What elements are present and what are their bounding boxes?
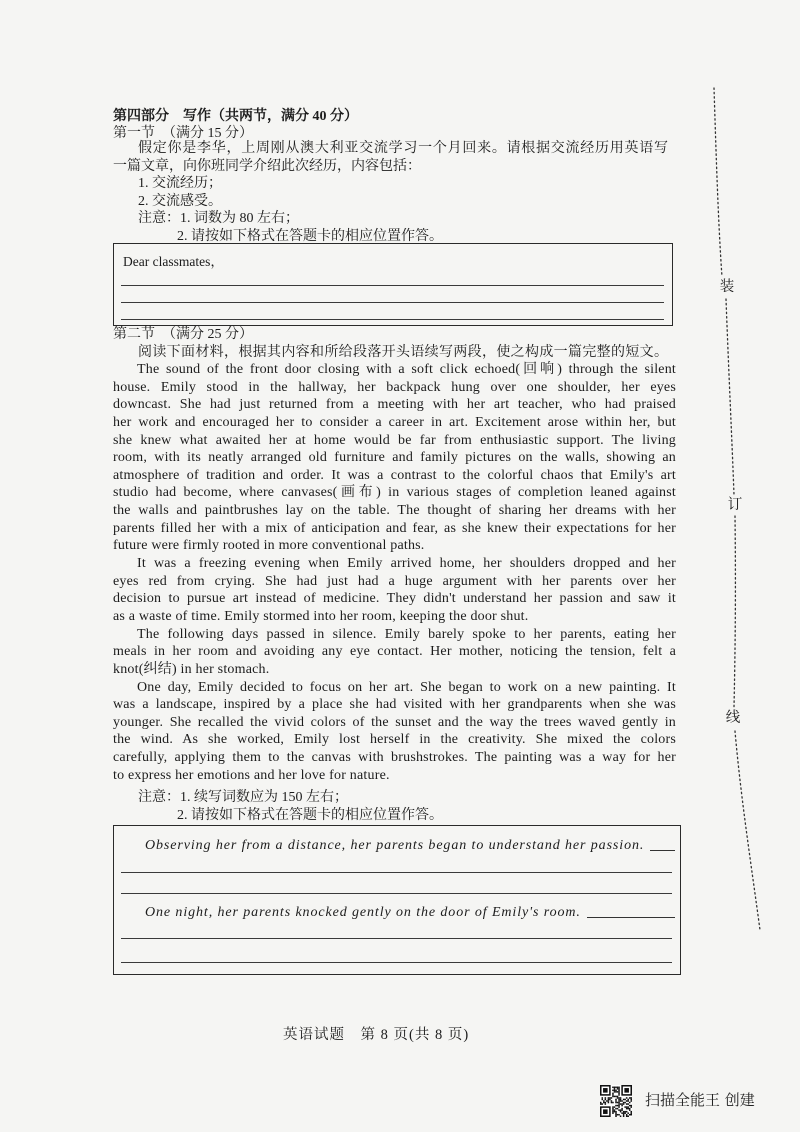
passage-line: the wind. As she worked, Emily lost herself in the creativity. She mixed the colors bbox=[113, 732, 676, 748]
passage-line: atmosphere of tradition and order. It was a contrast to the colorful chaos that Emily's art bbox=[113, 467, 676, 483]
binding-label-zhuang: 装 bbox=[719, 279, 735, 295]
section2-instruction: 阅读下面材料，根据其内容和所给段落开头语续写两段，使之构成一篇完整的短文。 bbox=[138, 344, 668, 360]
note-line: 注意：1. 词数为 80 左右； bbox=[138, 211, 299, 226]
note-line: 2. 请按如下格式在答题卡的相应位置作答。 bbox=[177, 807, 443, 823]
passage-line: meals in her room and avoiding any eye contact. Her mother, noticing the tension, felt a bbox=[113, 644, 676, 660]
passage-line: parents filled her with a mix of anticipation and fear, as she knew their expectations for her bbox=[113, 520, 676, 536]
passage-line: The following days passed in silence. Emily barely spoke to her parents, eating her bbox=[137, 626, 676, 642]
passage-line: younger. She recalled the vivid colors of the sunset and the way the trees waved gently in bbox=[113, 714, 676, 730]
binding-label-xian: 线 bbox=[725, 710, 741, 726]
note-line: 注意：1. 续写词数应为 150 左右； bbox=[138, 790, 348, 805]
passage-line: house. Emily stood in the hallway, her backpack hung over one shoulder, her eyes bbox=[113, 379, 676, 395]
passage-line: knot(纠结) in her stomach. bbox=[113, 661, 270, 677]
scanner-watermark: 扫描全能王 创建 bbox=[645, 1091, 755, 1109]
content-item: 2. 交流感受。 bbox=[138, 193, 222, 209]
letter-greeting: Dear classmates， bbox=[123, 254, 224, 269]
prompt-line: 一篇文章，向你班同学介绍此次经历，内容包括： bbox=[113, 158, 421, 174]
passage-line: as a waste of time. Emily stormed into her room, keeping the door shut. bbox=[113, 608, 529, 624]
passage-line: eyes red from crying. She had just had a huge argument with her parents over her bbox=[113, 573, 676, 589]
passage-line: decision to pursue art instead of medicine. They didn't understand her passion and saw it bbox=[113, 591, 676, 607]
note-line: 2. 请按如下格式在答题卡的相应位置作答。 bbox=[177, 228, 443, 244]
page-footer: 英语试题 第 8 页(共 8 页) bbox=[283, 1027, 470, 1043]
opening-sentence: One night, her parents knocked gently on the door of Emily's room. bbox=[145, 905, 581, 920]
part-title: 第四部分 写作（共两节，满分 40 分） bbox=[113, 109, 358, 124]
passage-line: The sound of the front door closing with a soft click echoed(回响) through the silent bbox=[137, 362, 676, 377]
binding-label-ding: 订 bbox=[727, 497, 743, 513]
passage-line: One day, Emily decided to focus on her art. She began to work on a new painting. It bbox=[137, 679, 676, 695]
section2-heading: 第二节 （满分 25 分） bbox=[113, 327, 253, 342]
passage-line: she knew what awaited her at home would be far from enthusiastic support. The living bbox=[113, 432, 676, 448]
content-item: 1. 交流经历； bbox=[138, 176, 222, 191]
opening-sentence: Observing her from a distance, her parents began to understand her passion. bbox=[145, 838, 645, 853]
passage-line: to express her emotions and her love for nature. bbox=[113, 767, 390, 783]
passage-line: future were firmly rooted in more conventional paths. bbox=[113, 538, 425, 554]
passage-line: studio had become, where canvases(画布) in various stages of completion leaned against bbox=[113, 485, 676, 501]
passage-line: downcast. She had just returned from a meeting with her art teacher, who had praised bbox=[113, 397, 676, 413]
passage-line: It was a freezing evening when Emily arrived home, her shoulders dropped and her bbox=[137, 556, 676, 572]
qr-code bbox=[600, 1085, 632, 1117]
passage-line: her work and encouraged her to consider a career in art. Excitement arose within her, but bbox=[113, 414, 676, 430]
prompt-line: 假定你是李华，上周刚从澳大利亚交流学习一个月回来。请根据交流经历用英语写 bbox=[138, 141, 668, 156]
passage-line: room, with its neatly arranged old furniture and family pictures on the walls, showing an bbox=[113, 450, 676, 466]
passage-line: carefully, applying them to the canvas with brushstrokes. The painting was a way for her bbox=[113, 750, 676, 766]
section1-heading: 第一节 （满分 15 分） bbox=[113, 126, 253, 141]
passage-line: the walls and paintbrushes lay on the table. The thought of sharing her dreams with her bbox=[113, 503, 676, 519]
passage-line: was a landscape, inspired by a place she had visited with her grandparents when she was bbox=[113, 697, 676, 713]
